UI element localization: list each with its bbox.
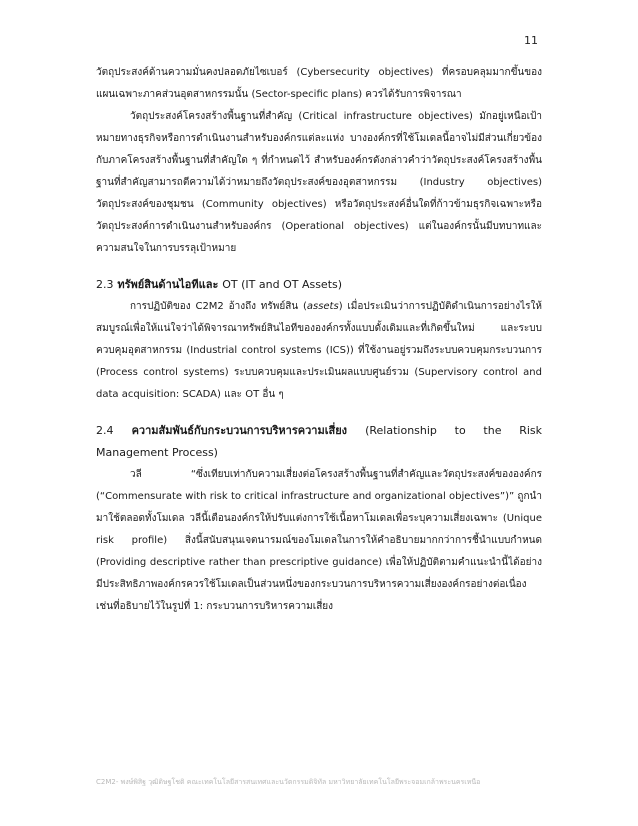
section-title-thai: ความสัมพันธ์กับกระบวนการบริหารความเสี่ยง	[131, 424, 348, 437]
spacer	[96, 260, 542, 274]
section-heading-2-4	[96, 420, 542, 464]
section-number: 2.3	[96, 278, 114, 291]
section-title-latin: (Relationship to the Risk Management Process)	[96, 424, 542, 459]
spacer	[96, 406, 542, 420]
assets-term: assets	[306, 301, 339, 312]
section-title-thai: ทรัพย์สินด้านไอทีและ	[117, 278, 219, 291]
section-title-latin: OT (IT and OT Assets)	[222, 278, 343, 291]
paragraph-it-ot-assets	[96, 296, 542, 406]
paragraph-sector-objectives: วัตถุประสงค์ด้านความมั่นคงปลอดภัยไซเบอร์ (Cybersecurity objectives) ที่ครอบคลุมมากขึ้นของแผนเฉพาะภาคส่วนอุตสาหกรรมนั้น (Sector-specific plans) ควรได้รับการพิจารณา	[96, 67, 542, 100]
page-number: 11	[524, 34, 538, 47]
paragraph-risk-management: วลี “ซึ่งเทียบเท่ากับความเสี่ยงต่อโครงสร้างพื้นฐานที่สำคัญและวัตถุประสงค์ขององค์กร (“Commensurate with risk to critical infrastructure and organizational objectives”)” ถูกนำมาใช้ตลอดทั้งโมเดล วลีนี้เตือนองค์กรให้ปรับแต่งการใช้เนื้อหาโมเดลเพื่อระบุความเสี่ยงเฉพาะ (Unique risk profile) สิ่งนี้สนับสนุนเจตนารมณ์ของโมเดลในการให้คำอธิบายมากกว่าการชี้นำแบบกำหนด (Providing descriptive rather than prescriptive guidance) เพื่อให้ปฏิบัติตามคำแนะนำนี้ได้อย่างมีประสิทธิภาพองค์กรควรใช้โมเดลเป็นส่วนหนึ่งของกระบวนการบริหารความเสี่ยงองค์กรอย่างต่อเนื่องเช่นที่อธิบายไว้ในรูปที่ 1: กระบวนการบริหารความเสี่ยง	[96, 469, 542, 612]
body-content	[96, 62, 542, 618]
section-heading-2-3	[96, 274, 542, 296]
paragraph-text: การปฏิบัติของ C2M2 อ้างถึง ทรัพย์สิน (	[130, 301, 307, 312]
section-number: 2.4	[96, 424, 114, 437]
paragraph-critical-infrastructure: วัตถุประสงค์โครงสร้างพื้นฐานที่สำคัญ (Critical infrastructure objectives) มักอยู่เหนือเป้าหมายทางธุรกิจหรือการดำเนินงานสำหรับองค์กรแต่ละแห่ง บางองค์กรที่ใช้โมเดลนี้อาจไม่มีส่วนเกี่ยวข้องกับภาคโครงสร้างพื้นฐานที่สำคัญใด ๆ ที่กำหนดไว้ สำหรับองค์กรดังกล่าวคำว่าวัตถุประสงค์โครงสร้างพื้นฐานที่สำคัญสามารถตีความได้ว่าหมายถึงวัตถุประสงค์ของอุตสาหกรรม (Industry objectives) วัตถุประสงค์ของชุมชน (Community objectives) หรือวัตถุประสงค์อื่นใดที่ก้าวข้ามธุรกิจเฉพาะหรือวัตถุประสงค์การดำเนินงานสำหรับองค์กร (Operational objectives) แต่ในองค์กรนั้นมีบทบาทและความสนใจในการบรรลุเป้าหมาย	[96, 111, 542, 254]
page-footer: C2M2- พงษ์พิสิฐ วุฒิดิษฐโชติ คณะเทคโนโลยีสารสนเทศและนวัตกรรมดิจิทัล มหาวิทยาลัยเทคโนโลยีพระจอมเกล้าพระนครเหนือ	[96, 778, 481, 786]
paragraph-text: ) เมื่อประเมินว่าการปฏิบัติดำเนินการอย่างไรให้สมบูรณ์เพื่อให้แน่ใจว่าได้พิจารณาทรัพย์สินไอทีขององค์กรทั้งแบบดั้งเดิมและที่เกิดขึ้นใหม่ และระบบควบคุมอุตสาหกรรม (Industrial control systems (ICS)) ที่ใช้งานอยู่รวมถึงระบบควบคุมกระบวนการ (Process control systems) ระบบควบคุมและประเมินผลแบบศูนย์รวม (Supervisory control and data acquisition: SCADA) และ OT อื่น ๆ	[96, 301, 542, 400]
